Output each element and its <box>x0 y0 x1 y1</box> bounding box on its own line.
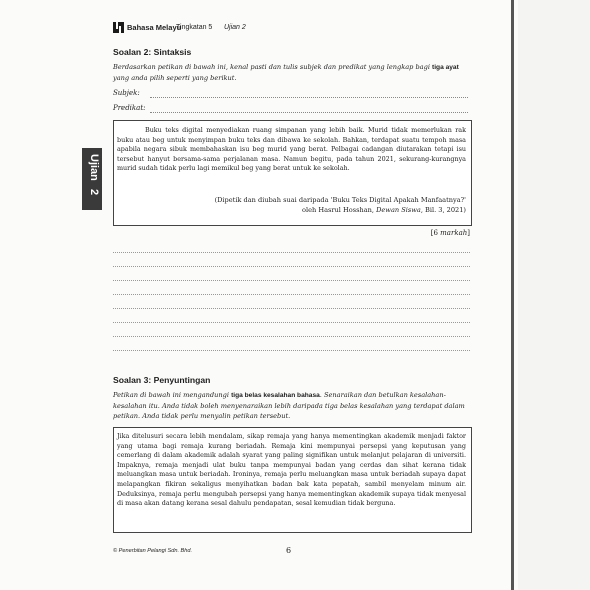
q3-title: Soalan 3: Penyuntingan <box>113 375 211 385</box>
answer-line[interactable] <box>113 308 470 309</box>
subject-label: Subjek: <box>113 89 140 97</box>
header-test: Ujian 2 <box>224 24 246 31</box>
side-tab-label: Ujian <box>88 154 100 181</box>
answer-line[interactable] <box>113 294 470 295</box>
predicate-label: Predikat: <box>113 104 146 112</box>
answer-line[interactable] <box>113 336 470 337</box>
footer-publisher: © Penerbitan Pelangi Sdn. Bhd. <box>113 548 193 554</box>
side-tab-number: 2 <box>88 189 100 196</box>
subject-answer-line[interactable] <box>150 97 468 98</box>
q2-instruction: Berdasarkan petikan di bawah ini, kenal pasti dan tulis subjek dan predikat yang lengkap bagi tiga ayat yang anda pilih seperti yang berikut. <box>113 63 459 82</box>
answer-line[interactable] <box>113 350 470 351</box>
page-number: 6 <box>286 546 292 555</box>
answer-line[interactable] <box>113 252 470 253</box>
q2-passage: Buku teks digital menyediakan ruang simpanan yang lebih baik. Murid tidak memerlukan rak buku atau beg untuk menyimpan buku teks dan dibawa ke sekolah. Bahkan, terdapat suatu tempoh masa apabila negara sibuk membahaskan isu beg murid yang berat. Pelbagai cadangan diutarakan tetapi isu tersebut hanyut bersama-sama perjalanan masa. Namun begitu, pada tahun 2021, sekurang-kurangnya murid sudah tidak perlu lagi memikul beg yang berat untuk ke sekolah. <box>117 126 466 173</box>
q2-source: (Dipetik dan diubah suai daripada 'Buku Teks Digital Apakah Manfaatnya?' oleh Hasrul Hosshan, Dewan Siswa, Bil. 3, 2021) <box>214 196 466 214</box>
page-edge <box>511 0 514 590</box>
q3-passage: Jika ditelusuri secara lebih mendalam, sikap remaja yang hanya mementingkan akademik menjadi faktor yang utama bagi remaja kurang beriadah. Remaja kini mempunyai persepsi yang keputusan yang cemerlang di dalam akademik adalah syarat yang paling signifikan untuk melanjut pelajaran di universiti. Impaknya, remaja menjadi ulat buku tanpa mempunyai badan yang cerdas dan sihat kerana tidak meluangkan masa untuk beriadah. Ironinya, remaja perlu meluangkan masa untuk beriadah supaya dapat melapangkan fikiran sekaligus menyihatkan badan bak kata pepatah, sambil menyelam minum air. Deduksinya, remaja perlu mengubah persepsi yang hanya mementingkan akademik supaya tidak menyesal di masa akan datang kerana sesal dahulu pendapatan, sesal kemudian tidak berguna. <box>117 432 466 508</box>
q3-instruction: Petikan di bawah ini mengandungi tiga belas kesalahan bahasa. Senaraikan dan betulkan kesalahan-kesalahan itu. Anda tidak boleh menyenaraikan lebih daripada tiga belas kesalahan yang terdapat dalam petikan. Anda tidak perlu menyalin petikan tersebut. <box>113 391 465 420</box>
answer-line[interactable] <box>113 266 470 267</box>
q2-title: Soalan 2: Sintaksis <box>113 47 192 57</box>
page-edge-shadow <box>518 0 590 590</box>
predicate-answer-line[interactable] <box>150 112 468 113</box>
answer-line[interactable] <box>113 322 470 323</box>
answer-line[interactable] <box>113 280 470 281</box>
q2-marks: [6 markah] <box>430 229 470 237</box>
header-subject: Bahasa Melayu <box>127 23 182 32</box>
header-form: Tingkatan 5 <box>176 24 213 31</box>
publisher-logo-icon <box>113 22 124 33</box>
